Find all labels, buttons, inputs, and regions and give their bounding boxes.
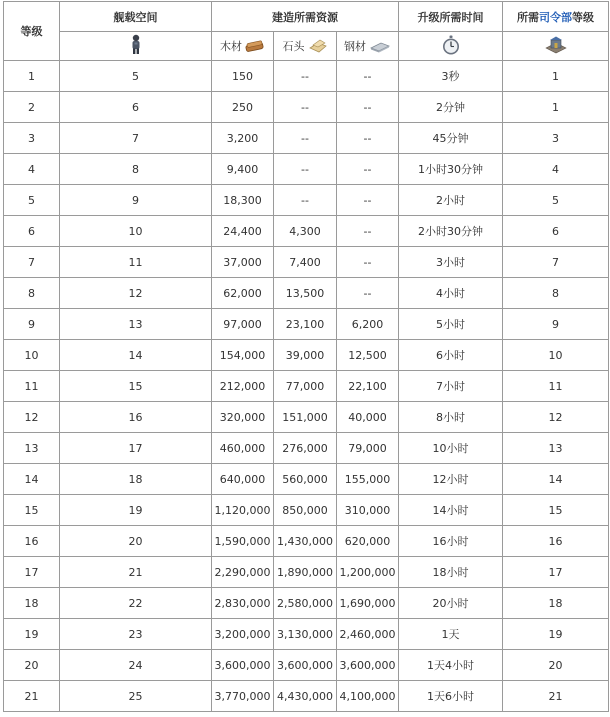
cell-level: 20	[4, 650, 60, 681]
cell-steel: 2,460,000	[337, 619, 399, 650]
cell-level: 4	[4, 154, 60, 185]
cell-stone: 4,430,000	[274, 681, 337, 712]
cell-space: 25	[60, 681, 212, 712]
cell-stone: --	[274, 61, 337, 92]
cell-time: 1天	[399, 619, 503, 650]
cell-steel: --	[337, 92, 399, 123]
cell-steel: 620,000	[337, 526, 399, 557]
cell-space: 21	[60, 557, 212, 588]
cell-level: 17	[4, 557, 60, 588]
header-time-icon-cell	[399, 32, 503, 61]
cell-level: 9	[4, 309, 60, 340]
cell-stone: --	[274, 154, 337, 185]
cell-wood: 320,000	[212, 402, 274, 433]
cell-space: 17	[60, 433, 212, 464]
cell-wood: 1,590,000	[212, 526, 274, 557]
cell-wood: 3,600,000	[212, 650, 274, 681]
cell-steel: --	[337, 278, 399, 309]
cell-hq: 12	[503, 402, 609, 433]
stopwatch-icon	[442, 35, 460, 55]
table-row	[4, 402, 609, 433]
cell-space: 13	[60, 309, 212, 340]
cell-steel: 4,100,000	[337, 681, 399, 712]
soldier-figure-icon	[129, 34, 143, 56]
cell-space: 5	[60, 61, 212, 92]
cell-hq: 19	[503, 619, 609, 650]
table-row	[4, 278, 609, 309]
cell-steel: 310,000	[337, 495, 399, 526]
cell-level: 2	[4, 92, 60, 123]
cell-hq: 6	[503, 216, 609, 247]
cell-level: 15	[4, 495, 60, 526]
cell-wood: 2,830,000	[212, 588, 274, 619]
cell-wood: 2,290,000	[212, 557, 274, 588]
cell-time: 16小时	[399, 526, 503, 557]
cell-space: 7	[60, 123, 212, 154]
cell-space: 9	[60, 185, 212, 216]
cell-stone: 850,000	[274, 495, 337, 526]
cell-stone: --	[274, 92, 337, 123]
cell-wood: 212,000	[212, 371, 274, 402]
stone-block-icon	[308, 39, 328, 53]
cell-hq: 16	[503, 526, 609, 557]
header-wood	[212, 32, 274, 61]
table-row	[4, 61, 609, 92]
cell-wood: 97,000	[212, 309, 274, 340]
cell-wood: 9,400	[212, 154, 274, 185]
cell-level: 14	[4, 464, 60, 495]
cell-level: 8	[4, 278, 60, 309]
cell-stone: 1,430,000	[274, 526, 337, 557]
table-row	[4, 92, 609, 123]
table-row	[4, 154, 609, 185]
cell-stone: 1,890,000	[274, 557, 337, 588]
header-stone	[274, 32, 337, 61]
table-row	[4, 123, 609, 154]
cell-hq: 18	[503, 588, 609, 619]
table-row	[4, 216, 609, 247]
header-hq-level	[503, 2, 609, 32]
cell-hq: 17	[503, 557, 609, 588]
cell-time: 14小时	[399, 495, 503, 526]
cell-space: 22	[60, 588, 212, 619]
table-row	[4, 619, 609, 650]
cell-stone: 13,500	[274, 278, 337, 309]
cell-space: 14	[60, 340, 212, 371]
table-row	[4, 557, 609, 588]
cell-stone: 4,300	[274, 216, 337, 247]
cell-steel: 3,600,000	[337, 650, 399, 681]
cell-hq: 15	[503, 495, 609, 526]
cell-wood: 37,000	[212, 247, 274, 278]
cell-time: 6小时	[399, 340, 503, 371]
cell-stone: 23,100	[274, 309, 337, 340]
cell-steel: 1,690,000	[337, 588, 399, 619]
header-upgrade-time: 升级所需时间	[399, 2, 503, 32]
command-building-icon	[545, 35, 567, 55]
cell-level: 16	[4, 526, 60, 557]
cell-space: 18	[60, 464, 212, 495]
cell-space: 19	[60, 495, 212, 526]
cell-steel: --	[337, 61, 399, 92]
table-row	[4, 247, 609, 278]
cell-level: 19	[4, 619, 60, 650]
cell-space: 24	[60, 650, 212, 681]
cell-hq: 3	[503, 123, 609, 154]
cell-stone: 151,000	[274, 402, 337, 433]
cell-time: 45分钟	[399, 123, 503, 154]
cell-stone: 3,130,000	[274, 619, 337, 650]
cell-level: 7	[4, 247, 60, 278]
cell-wood: 24,400	[212, 216, 274, 247]
cell-stone: 7,400	[274, 247, 337, 278]
cell-steel: 22,100	[337, 371, 399, 402]
wood-label: 木材	[220, 40, 242, 53]
cell-hq: 1	[503, 92, 609, 123]
cell-time: 5小时	[399, 309, 503, 340]
cell-level: 3	[4, 123, 60, 154]
stone-label: 石头	[282, 40, 305, 53]
cell-hq: 11	[503, 371, 609, 402]
header-hq-suffix: 等级	[572, 10, 595, 24]
hq-link[interactable]: 司令部	[539, 10, 573, 24]
header-space-icon-cell	[60, 32, 212, 61]
header-hq-icon-cell	[503, 32, 609, 61]
cell-level: 6	[4, 216, 60, 247]
cell-level: 18	[4, 588, 60, 619]
cell-hq: 5	[503, 185, 609, 216]
cell-time: 12小时	[399, 464, 503, 495]
cell-steel: 79,000	[337, 433, 399, 464]
cell-level: 5	[4, 185, 60, 216]
cell-stone: 560,000	[274, 464, 337, 495]
cell-space: 8	[60, 154, 212, 185]
steel-label: 钢材	[344, 40, 366, 53]
cell-steel: --	[337, 185, 399, 216]
cell-steel: 1,200,000	[337, 557, 399, 588]
cell-wood: 460,000	[212, 433, 274, 464]
cell-stone: --	[274, 185, 337, 216]
cell-space: 16	[60, 402, 212, 433]
cell-time: 18小时	[399, 557, 503, 588]
table-row	[4, 340, 609, 371]
cell-wood: 3,200,000	[212, 619, 274, 650]
cell-wood: 150	[212, 61, 274, 92]
cell-space: 12	[60, 278, 212, 309]
cell-steel: 155,000	[337, 464, 399, 495]
cell-level: 1	[4, 61, 60, 92]
header-level: 等级	[4, 2, 60, 61]
cell-stone: 2,580,000	[274, 588, 337, 619]
table-row	[4, 495, 609, 526]
header-hq-prefix: 所需	[517, 10, 540, 24]
table-row	[4, 588, 609, 619]
cell-time: 1天6小时	[399, 681, 503, 712]
cell-steel: --	[337, 154, 399, 185]
cell-stone: --	[274, 123, 337, 154]
cell-space: 15	[60, 371, 212, 402]
cell-time: 3小时	[399, 247, 503, 278]
cell-wood: 250	[212, 92, 274, 123]
cell-time: 2小时30分钟	[399, 216, 503, 247]
header-build-resources: 建造所需资源	[212, 2, 399, 32]
cell-time: 4小时	[399, 278, 503, 309]
cell-hq: 7	[503, 247, 609, 278]
cell-time: 1小时30分钟	[399, 154, 503, 185]
cell-time: 7小时	[399, 371, 503, 402]
cell-hq: 8	[503, 278, 609, 309]
header-steel	[337, 32, 399, 61]
cell-time: 20小时	[399, 588, 503, 619]
table-row	[4, 650, 609, 681]
cell-steel: 6,200	[337, 309, 399, 340]
cell-time: 2分钟	[399, 92, 503, 123]
cell-wood: 18,300	[212, 185, 274, 216]
cell-space: 10	[60, 216, 212, 247]
cell-level: 10	[4, 340, 60, 371]
cell-wood: 154,000	[212, 340, 274, 371]
cell-space: 6	[60, 92, 212, 123]
cell-hq: 13	[503, 433, 609, 464]
wood-plank-icon	[245, 39, 265, 53]
cell-space: 23	[60, 619, 212, 650]
cell-time: 2小时	[399, 185, 503, 216]
cell-hq: 14	[503, 464, 609, 495]
table-row	[4, 309, 609, 340]
table-row	[4, 464, 609, 495]
cell-hq: 1	[503, 61, 609, 92]
cell-steel: --	[337, 216, 399, 247]
cell-space: 20	[60, 526, 212, 557]
cell-space: 11	[60, 247, 212, 278]
cell-level: 21	[4, 681, 60, 712]
cell-steel: --	[337, 247, 399, 278]
cell-stone: 39,000	[274, 340, 337, 371]
upgrade-table	[3, 1, 609, 712]
cell-level: 13	[4, 433, 60, 464]
cell-hq: 9	[503, 309, 609, 340]
cell-time: 1天4小时	[399, 650, 503, 681]
cell-hq: 21	[503, 681, 609, 712]
table-row	[4, 371, 609, 402]
header-space: 舰载空间	[60, 2, 212, 32]
steel-ingot-icon	[369, 39, 391, 53]
table-row	[4, 526, 609, 557]
cell-steel: 40,000	[337, 402, 399, 433]
cell-hq: 20	[503, 650, 609, 681]
cell-time: 10小时	[399, 433, 503, 464]
cell-wood: 640,000	[212, 464, 274, 495]
cell-stone: 77,000	[274, 371, 337, 402]
cell-steel: --	[337, 123, 399, 154]
cell-steel: 12,500	[337, 340, 399, 371]
cell-level: 12	[4, 402, 60, 433]
cell-wood: 3,200	[212, 123, 274, 154]
table-row	[4, 681, 609, 712]
cell-stone: 3,600,000	[274, 650, 337, 681]
table-row	[4, 433, 609, 464]
cell-wood: 62,000	[212, 278, 274, 309]
cell-level: 11	[4, 371, 60, 402]
cell-stone: 276,000	[274, 433, 337, 464]
cell-time: 3秒	[399, 61, 503, 92]
cell-wood: 3,770,000	[212, 681, 274, 712]
cell-hq: 10	[503, 340, 609, 371]
cell-hq: 4	[503, 154, 609, 185]
cell-time: 8小时	[399, 402, 503, 433]
table-row	[4, 185, 609, 216]
cell-wood: 1,120,000	[212, 495, 274, 526]
